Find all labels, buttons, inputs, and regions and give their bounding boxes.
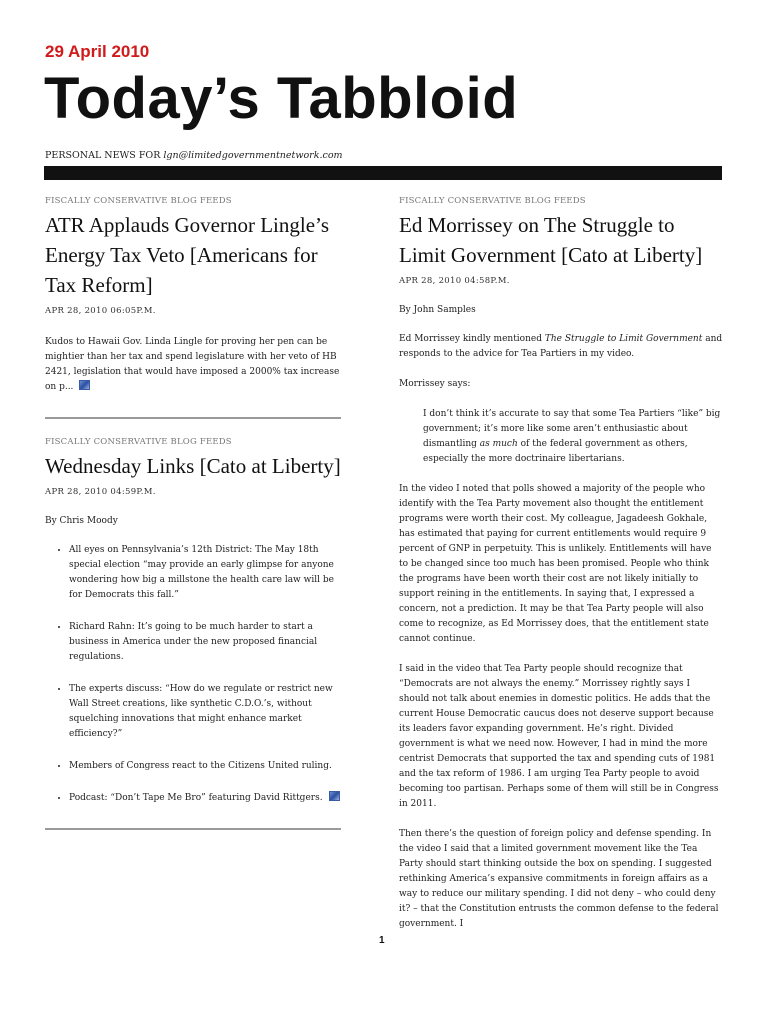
right-column — [399, 196, 723, 947]
article-byline: By Chris Moody — [45, 516, 118, 526]
list-item-text: Podcast: “Don’t Tape Me Bro” featuring David Rittgers. — [69, 793, 323, 803]
recipient-email: lgn@limitedgovernmentnetwork.com — [163, 150, 343, 161]
list-item[interactable]: • Richard Rahn: It’s going to be much harder to start a business in America under the new proposed financial regulations. — [69, 620, 341, 665]
article-paragraph: Then there’s the question of foreign policy and defense spending. In the video I said that a limited government movement like the Tea Party should start thinking outside the box on spending. I suggested rethinking America’s expansive commitments in foreign affairs as a way to reduce our military spending. I did not deny – who could deny it? – that the Constitution entrusts the common defense to the federal government. I — [399, 829, 719, 929]
feed-label: FISCALLY CONSERVATIVE BLOG FEEDS — [45, 196, 232, 206]
left-column — [45, 196, 341, 848]
article-body — [45, 335, 341, 395]
links-list — [45, 543, 341, 806]
book-title: The Struggle to Limit Government — [544, 334, 703, 344]
intro-text: Ed Morrissey kindly mentioned — [399, 334, 545, 344]
masthead-title: Today’s Tabbloid — [44, 66, 519, 131]
article-title[interactable]: ATR Applauds Governor Lingle’s Energy Tax Veto [Americans for Tax Reform] — [45, 213, 330, 297]
article-wednesday-links — [45, 437, 341, 806]
list-item[interactable]: • Members of Congress react to the Citizens United ruling. — [69, 759, 341, 774]
article-divider — [45, 828, 341, 830]
article-timestamp: APR 28, 2010 04:59P.M. — [45, 487, 156, 497]
list-item[interactable]: • The experts discuss: “How do we regulate or restrict new Wall Street creations, like synthetic C.D.O.’s, without squelching innovations that might enhance market efficiency?” — [69, 682, 341, 742]
article-byline: By John Samples — [399, 305, 476, 315]
quote-emphasis: as much — [479, 439, 518, 449]
header-divider-bar — [44, 166, 722, 180]
article-timestamp: APR 28, 2010 04:58P.M. — [399, 276, 510, 286]
article-divider — [45, 417, 341, 419]
list-item[interactable]: • All eyes on Pennsylvania’s 12th District: The May 18th special election “may provide an early glimpse for anyone wondering how big a millstone the health care law will be for Democrats this fall.” — [69, 543, 341, 603]
issue-date: 29 April 2010 — [45, 42, 150, 61]
block-quote — [423, 407, 723, 467]
feed-label: FISCALLY CONSERVATIVE BLOG FEEDS — [45, 437, 232, 447]
personal-prefix: PERSONAL NEWS FOR — [45, 150, 164, 161]
page-number: 1 — [379, 935, 385, 946]
article-title[interactable]: Wednesday Links [Cato at Liberty] — [45, 454, 341, 478]
article-timestamp: APR 28, 2010 06:05P.M. — [45, 306, 156, 316]
personal-news-line — [45, 150, 343, 161]
article-intro — [399, 332, 723, 362]
external-link-icon[interactable] — [79, 380, 90, 390]
article-title[interactable]: Ed Morrissey on The Struggle to Limit Government [Cato at Liberty] — [399, 213, 703, 267]
article-paragraph: In the video I noted that polls showed a majority of the people who identify with the Tea Party movement also thought the entitlement programs were worth their cost. My colleague, Jagadeesh Gokhale, has estimated that paying for current entitlements would require 9 percent of GNP in perpetuity. This is unlikely. Entitlements will have to be changed since too much has been promised. People who think the programs have been worth their cost are not likely initially to support reining in the entitlements. In saying that, I expressed a concern, not a prediction. It may be that Tea Party people will also come to recognize, as Ed Morrissey does, that the entitlement state cannot continue. — [399, 484, 712, 644]
article-paragraph: I said in the video that Tea Party people should recognize that “Democrats are not always the enemy.” Morrissey rightly says I should not talk about enemies in domestic politics. He adds that the current House Democratic caucus does not deserve support because its leaders favor expanding government. He’s right. Divided government is what we need now. However, I had in mind the more centrist Democrats that supported the tax and spending cuts of 1981 and the tax reform of 1986. I am urging Tea Party people to avoid becoming too partisan. Perhaps some of them will still be in Congress in 2011. — [399, 664, 719, 809]
says-line: Morrissey says: — [399, 379, 471, 389]
list-item[interactable] — [69, 791, 341, 806]
quote-text: of the federal government as others, especially the more doctrinaire libertarians. — [423, 439, 688, 464]
external-link-icon[interactable] — [329, 791, 340, 801]
article-atr — [45, 196, 341, 395]
article-body-text: Kudos to Hawaii Gov. Linda Lingle for proving her pen can be mightier than her tax and spend legislature with her veto of HB 2421, legislation that would have imposed a 2000% tax increase on p... — [45, 337, 340, 392]
quote-text: I don’t think it’s accurate to say that some Tea Partiers “like” big government; it’s more like some aren’t enthusiastic about dismantling — [423, 409, 721, 449]
feed-label: FISCALLY CONSERVATIVE BLOG FEEDS — [399, 196, 586, 206]
intro-text: and responds to the advice for Tea Partiers in my video. — [399, 334, 723, 359]
